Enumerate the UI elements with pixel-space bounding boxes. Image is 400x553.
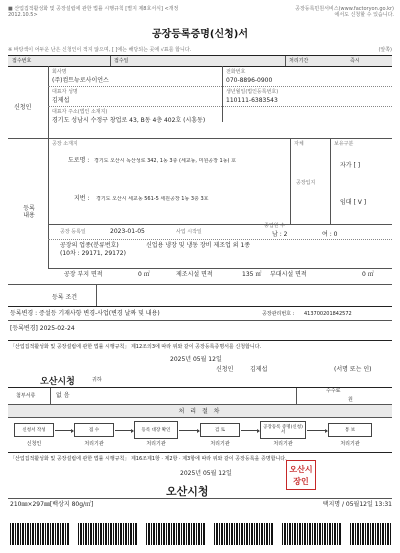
law-date: 2012.10.5>	[8, 12, 38, 18]
mfg-area-value: 135 ㎡	[242, 271, 262, 278]
page-title: 공장등록증명(신청)서	[151, 29, 249, 40]
site-line-1: 공장등록민원서비스(www.factoryon.go.kr)	[295, 6, 394, 12]
barcode-5	[282, 523, 342, 545]
official-seal-stamp: 오산시 장인	[286, 460, 316, 490]
factory-address-label: 공장 소재지	[52, 141, 78, 147]
lot-address-value: 경기도 오산시 세교동 561-5 세원공장 1동 3층 3호	[96, 196, 209, 202]
footer-cert-date: 2025년 05월 12일	[180, 470, 232, 477]
occupancy-label: 보유구분	[334, 141, 354, 147]
phone-label: 전화번호	[226, 69, 246, 75]
certification-date: 2025년 05월 12일	[170, 356, 222, 363]
procedure-title: 처 리 절 차	[178, 408, 222, 415]
lot-address-label: 지번 :	[74, 195, 90, 202]
applicant-sign-name: 김제섭	[250, 366, 268, 373]
site-type-label: 공장입지	[296, 180, 316, 186]
law-line: ■ 산업집적활성화 및 공장설립에 관한 법률 시행규칙 [별지 제8호서식] <개정	[8, 6, 179, 12]
procedure-step: 공장등록 증명(신청)서	[260, 421, 306, 439]
procedure-step: 검 토	[200, 423, 240, 437]
phone-value: 070-8896-0900	[226, 77, 273, 84]
industry-label: 공장의 업종(분류번호)	[60, 242, 119, 249]
site-notice	[262, 6, 394, 18]
barcode-3	[146, 523, 206, 545]
company-name-value: (주)컴트뉴로사이언스	[52, 77, 109, 84]
industry-value: 신업용 냉장 및 냉동 장비 제조업 외 1종	[146, 242, 251, 249]
procedure-step: 통 보	[328, 423, 372, 437]
own-checkbox: 자가 [ ]	[340, 162, 361, 169]
procedure-actor: 처리기관	[273, 441, 293, 447]
address-value: 경기도 성남시 수정구 창업로 43, B동 4층 402호 (시흥동)	[52, 117, 206, 124]
aux-area-label: 부대시설 면적	[270, 271, 307, 278]
processing-period-label: 처리기간	[289, 58, 309, 64]
registration-section-label: 등록 내용	[23, 205, 35, 219]
receipt-date-label: 접수일	[114, 58, 129, 64]
birth-label: 생년월일(법인등록번호)	[226, 89, 279, 95]
start-date-label: 사업 시작일	[176, 229, 202, 235]
paper-size: 210㎜×297㎜[백상지 80g/㎡]	[10, 501, 94, 508]
site-area-value: 0 ㎡	[138, 271, 150, 278]
procedure-actor: 신청인	[26, 441, 42, 447]
attachments-value: 없 음	[56, 392, 70, 399]
procedure-actor: 처리기관	[84, 441, 104, 447]
address-label: 대표자 주소(법인 소재지)	[52, 109, 108, 115]
barcode-2	[78, 523, 138, 545]
change-record-label: 등록변경 : 증설등 기재사항 변경-사업(변경 날짜 및 내용)	[10, 310, 160, 317]
footer-cert-text: 「산업집적활성화 및 공장설립에 관한 법률 시행규칙」 제16조제1항 · 제2항 · 제3항에 따라 위와 같이 공장등록을 증명합니다.	[10, 456, 287, 462]
road-address-value: 경기도 오산시 독산성로 342, 1동 3층 (세교동, 미원공장 1동) 호	[94, 158, 236, 164]
company-name-label: 회사명	[52, 69, 67, 75]
change-date: [등록변경] 2025-02-24	[10, 325, 75, 332]
procedure-actor: 처리기관	[340, 441, 360, 447]
employee-female: 여 : 0	[322, 231, 338, 238]
ownership-label: 자체	[294, 141, 304, 147]
procedure-actor: 처리기관	[210, 441, 230, 447]
birth-value: 110111-6383543	[226, 97, 278, 104]
instruction-text: ※ 바탕색이 어두운 난은 신청인이 적지 않으며, [ ]에는 해당되는 곳에 √표를 합니다.	[8, 47, 192, 53]
applicant-sign-label: 신청인	[216, 366, 234, 373]
receipt-number-label: 접수번호	[12, 58, 32, 64]
reg-date-value: 2023-01-05	[110, 228, 145, 235]
law-reference	[8, 6, 198, 18]
procedure-actor: 처리기관	[146, 441, 166, 447]
barcode-1	[10, 523, 70, 545]
reg-date-label: 공장 등록일	[60, 229, 86, 235]
fee-value: 원	[348, 397, 353, 403]
attachments-label: 첨부서류	[16, 393, 36, 399]
procedure-step: 등록 대장 확인	[134, 421, 178, 439]
rent-checkbox: 임대 [ V ]	[340, 199, 367, 206]
receipt-row	[8, 56, 392, 66]
recipient-name: 오산시청	[40, 377, 75, 387]
road-address-label: 도로명 :	[68, 157, 90, 164]
certification-text: 「산업집적활성화 및 공장설립에 관한 법률 시행규칙」 제12조의3에 따라 위와 같이 공장등록증명서를 신청합니다.	[10, 344, 262, 350]
mfg-area-label: 제조시설 면적	[176, 271, 213, 278]
mgmt-no-label: 공장관리번호 :	[262, 311, 295, 317]
ceo-name-value: 김제섭	[52, 97, 70, 104]
conditions-label: 등록 조건	[52, 294, 78, 301]
procedure-step: 신청서 작성	[14, 423, 54, 437]
site-area-label: 공장 부지 면적	[64, 271, 103, 278]
print-timestamp: 택지명 / 05월12일 13:31	[322, 501, 392, 508]
fee-label: 수수료	[326, 388, 341, 394]
site-line-2: 에서도 신청할 수 있습니다.	[334, 12, 394, 18]
mgmt-no-value: 413700201842572	[304, 311, 352, 317]
ceo-name-label: 대표자 성명	[52, 89, 78, 95]
aux-area-value: 0 ㎡	[362, 271, 374, 278]
page-side-mark: (앞쪽)	[378, 47, 392, 53]
processing-period-value: 즉시	[350, 58, 360, 64]
issuer-name: 오산시청	[166, 485, 209, 498]
employee-label: 종업원 수	[264, 223, 285, 229]
procedure-step: 접 수	[74, 423, 114, 437]
barcode-4	[214, 523, 274, 545]
industry-codes: (10차 : 29171, 29172)	[60, 250, 126, 257]
applicant-section-label: 신청인	[14, 104, 32, 111]
employee-male: 남 : 2	[272, 231, 288, 238]
recipient-suffix: 귀하	[92, 377, 102, 383]
barcode-6	[350, 523, 392, 545]
sign-or-seal-label: (서명 또는 인)	[334, 366, 372, 373]
